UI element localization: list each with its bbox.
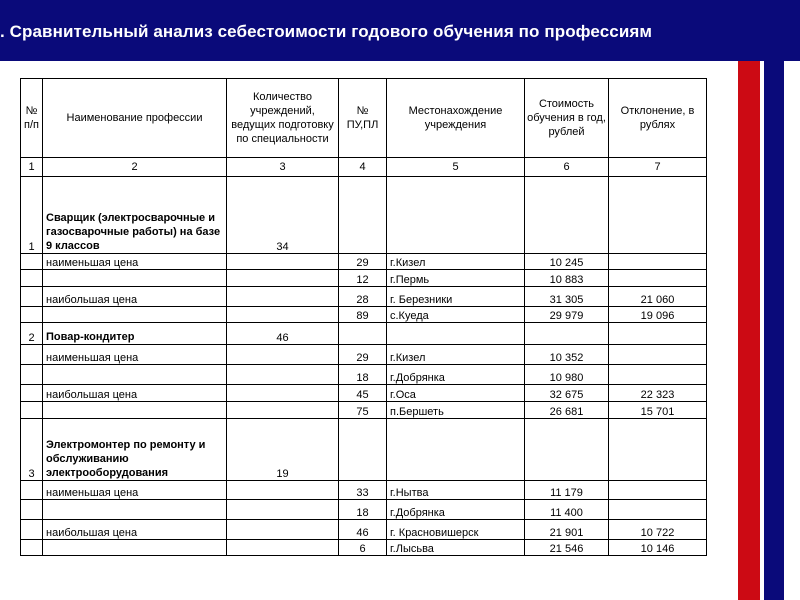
price-label: [43, 402, 227, 419]
profession-row: [21, 177, 707, 254]
profession-name-text: Электромонтер по ремонту и обслуживанию электрооборудования: [46, 439, 206, 479]
price-label: [43, 540, 227, 556]
school-num: 12: [339, 270, 387, 287]
cost: 29 979: [525, 307, 609, 323]
column-number-row: [21, 158, 707, 177]
cost: 21 901: [525, 520, 609, 540]
title-bar: [0, 0, 800, 61]
decor-stripe-red: [738, 61, 760, 600]
col-number: 3: [227, 158, 339, 177]
price-row: [21, 270, 707, 287]
deviation: [609, 254, 707, 270]
school-num: 45: [339, 385, 387, 402]
price-label: наименьшая цена: [43, 254, 227, 270]
location: с.Куеда: [387, 307, 525, 323]
col-number: 1: [21, 158, 43, 177]
profession-name-text: Сварщик (электросварочные и газосварочные работы) на базе 9 классов: [46, 212, 221, 252]
slide-title: . Сравнительный анализ себестоимости годового обучения по профессиям: [0, 22, 653, 41]
cost: 10 245: [525, 254, 609, 270]
location: п.Бершеть: [387, 402, 525, 419]
cost: 10 352: [525, 345, 609, 365]
price-row: [21, 540, 707, 556]
cost: 32 675: [525, 385, 609, 402]
table-header-row: [21, 79, 707, 158]
profession-name-text: Повар-кондитер: [46, 331, 135, 343]
school-num: 46: [339, 520, 387, 540]
location: г.Добрянка: [387, 500, 525, 520]
school-num: 89: [339, 307, 387, 323]
school-num: 28: [339, 287, 387, 307]
price-row: [21, 520, 707, 540]
deviation: [609, 500, 707, 520]
col-number: 5: [387, 158, 525, 177]
price-row: [21, 287, 707, 307]
col-header-cost: Стоимость обучения в год, рублей: [525, 79, 609, 158]
deviation: 22 323: [609, 385, 707, 402]
col-number: 7: [609, 158, 707, 177]
price-row: [21, 365, 707, 385]
price-label: наибольшая цена: [43, 385, 227, 402]
cost: 11 400: [525, 500, 609, 520]
location: г.Оса: [387, 385, 525, 402]
location: г. Красновишерск: [387, 520, 525, 540]
price-row: [21, 385, 707, 402]
price-label: наименьшая цена: [43, 345, 227, 365]
deviation: 10 146: [609, 540, 707, 556]
col-header-institution-count: Количество учреждений, ведущих подготовку по специальности: [227, 79, 339, 158]
location: г.Кизел: [387, 254, 525, 270]
school-num: 33: [339, 481, 387, 500]
deviation: [609, 365, 707, 385]
school-num: 18: [339, 500, 387, 520]
cost: 10 980: [525, 365, 609, 385]
school-num: 18: [339, 365, 387, 385]
cost: 11 179: [525, 481, 609, 500]
profession-row: [21, 323, 707, 345]
school-num: 29: [339, 254, 387, 270]
cost: 26 681: [525, 402, 609, 419]
profession-num: 3: [21, 419, 43, 481]
location: г. Березники: [387, 287, 525, 307]
col-number: 6: [525, 158, 609, 177]
profession-name: [43, 419, 227, 481]
col-header-deviation: Отклонение, в рублях: [609, 79, 707, 158]
location: г.Кизел: [387, 345, 525, 365]
price-label: [43, 270, 227, 287]
col-header-profession: Наименование профессии: [43, 79, 227, 158]
institution-count: 19: [227, 419, 339, 481]
price-row: [21, 500, 707, 520]
institution-count: 34: [227, 177, 339, 254]
deviation: [609, 481, 707, 500]
price-label: [43, 307, 227, 323]
profession-name: [43, 323, 227, 345]
col-header-location: Местонахождение учреждения: [387, 79, 525, 158]
price-label: [43, 365, 227, 385]
location: г.Нытва: [387, 481, 525, 500]
price-label: наименьшая цена: [43, 481, 227, 500]
school-num: 29: [339, 345, 387, 365]
cost: 10 883: [525, 270, 609, 287]
cost: 31 305: [525, 287, 609, 307]
profession-row: [21, 419, 707, 481]
price-row: [21, 402, 707, 419]
school-num: 75: [339, 402, 387, 419]
location: г.Пермь: [387, 270, 525, 287]
cost-table-wrapper: [20, 78, 707, 556]
col-header-school-num: № ПУ,ПЛ: [339, 79, 387, 158]
profession-num: 1: [21, 177, 43, 254]
deviation: 19 096: [609, 307, 707, 323]
profession-name: [43, 177, 227, 254]
price-row: [21, 307, 707, 323]
cost: 21 546: [525, 540, 609, 556]
deviation: 21 060: [609, 287, 707, 307]
price-row: [21, 345, 707, 365]
col-number: 4: [339, 158, 387, 177]
location: г.Добрянка: [387, 365, 525, 385]
price-label: [43, 500, 227, 520]
location: г.Лысьва: [387, 540, 525, 556]
deviation: [609, 345, 707, 365]
deviation: 10 722: [609, 520, 707, 540]
col-number: 2: [43, 158, 227, 177]
price-row: [21, 481, 707, 500]
deviation: [609, 270, 707, 287]
price-label: наибольшая цена: [43, 287, 227, 307]
decor-stripe-blue: [764, 61, 784, 600]
col-header-num: № п/п: [21, 79, 43, 158]
deviation: 15 701: [609, 402, 707, 419]
price-row: [21, 254, 707, 270]
school-num: 6: [339, 540, 387, 556]
price-label: наибольшая цена: [43, 520, 227, 540]
institution-count: 46: [227, 323, 339, 345]
cost-comparison-table: [20, 78, 707, 556]
profession-num: 2: [21, 323, 43, 345]
